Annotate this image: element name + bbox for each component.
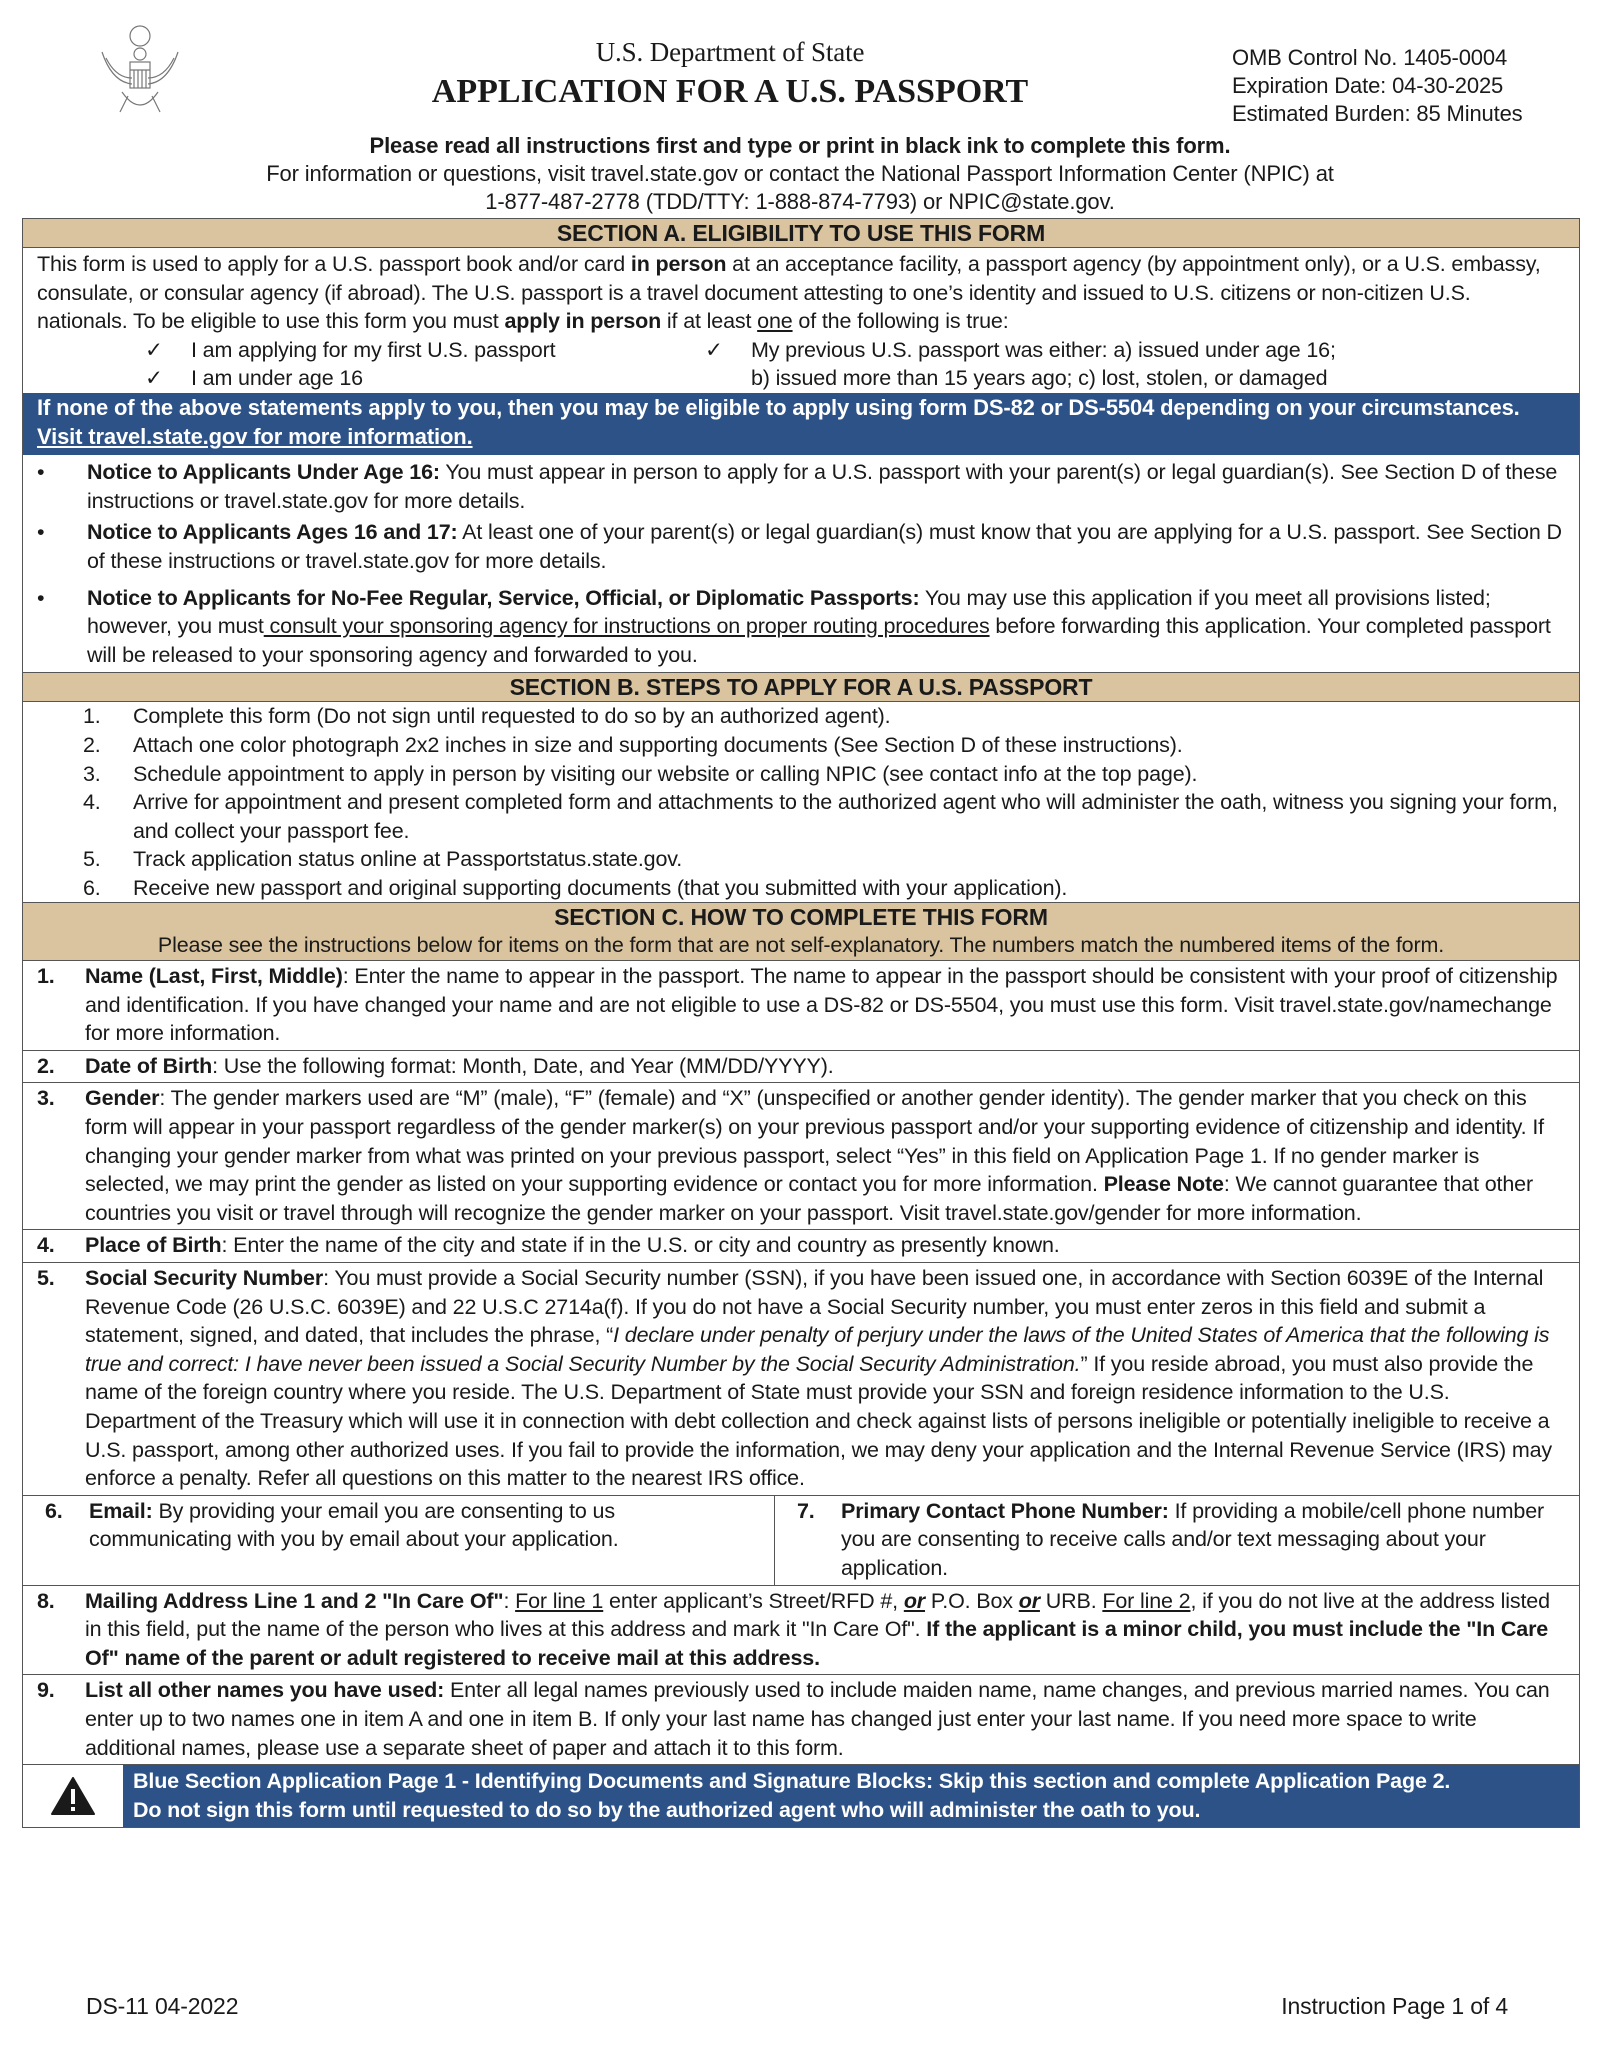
text-run: : (503, 1588, 516, 1613)
item-row (83, 760, 1565, 789)
text-run: Gender (85, 1086, 160, 1111)
text-run: , if you do not live at the address listed in this field, put the name of the person who lives at this address and mark it "In Care Of". (85, 1588, 1550, 1642)
text-run: Notice to Applicants Ages 16 and 17: (87, 520, 458, 545)
bullet: • (37, 520, 45, 545)
text-run: List all other names you have used: (85, 1678, 445, 1703)
text-run: : Enter the name to appear in the passport. The name to appear in the passport should be consistent with your proof of citizenship and identification. If you have changed your name and are not eligible to use a DS-82 or DS-5504, you must use this form. Visit travel.state.gov/namechange for more information. (85, 964, 1558, 1046)
item-row (83, 845, 1565, 874)
warning-line: Do not sign this form until requested to do so by the authorized agent who will administer the oath to you. (133, 1797, 1201, 1822)
instruction-form (22, 218, 1580, 1828)
item-number: 3. (83, 761, 101, 786)
notice-text (87, 584, 1565, 670)
text-run: You may use this application if you meet all provisions listed; however, you must (87, 585, 1491, 639)
item-6-email (23, 1496, 775, 1585)
item-7-phone (775, 1496, 1579, 1585)
text-run: of the following is true: (792, 309, 1009, 334)
text-run: If the applicant is a minor child, you must include the "In Care Of" name of the parent or adult registered to receive mail at this address. (85, 1617, 1549, 1670)
item-text (85, 962, 1565, 1048)
text-run: This form is used to apply for a U.S. passport book and/or card (37, 252, 631, 276)
steps-list (23, 702, 1579, 902)
text-run: If none of the above statements apply to you, then you may be eligible to apply using form DS-82 or DS-5504 depending on your circumstances. (37, 394, 1520, 420)
text-run: : We cannot guarantee that other countries you visit or travel through will recognize the gender marker on your passport. Visit travel.state.gov/gender for more information. (85, 1172, 1533, 1225)
text-run: enter applicant’s Street/RFD #, (603, 1588, 904, 1613)
item-number: 9. (37, 1678, 55, 1703)
text-run: Notice to Applicants Under Age 16: (87, 460, 440, 485)
text-run: consult your sponsoring agency for instructions on proper routing procedures (263, 614, 990, 639)
text-run: or (903, 1588, 926, 1613)
check-item (145, 364, 705, 393)
instruction-line: Please read all instructions first and type or print in black ink to complete this form. (369, 133, 1231, 158)
text-run: Mailing Address Line 1 and 2 "In Care Of" (85, 1588, 504, 1613)
alternative-forms-banner (23, 393, 1579, 455)
text-run: if at least (661, 309, 758, 334)
item-row (83, 874, 1565, 903)
item-row (83, 731, 1565, 760)
text-run: For line 2 (1102, 1588, 1191, 1613)
notice-ages-16-17 (23, 515, 1579, 575)
great-seal-icon (92, 22, 188, 122)
estimated-burden: Estimated Burden: 85 Minutes (1232, 101, 1523, 126)
item-row (23, 1585, 1579, 1675)
checklist-left (145, 336, 705, 393)
check-text: b) issued more than 15 years ago; c) lost, stolen, or damaged (751, 366, 1328, 391)
text-run: Name (Last, First, Middle) (85, 964, 343, 989)
item-row (83, 702, 1565, 731)
checkmark-icon: ✓ (705, 337, 723, 362)
omb-control: OMB Control No. 1405-0004 (1232, 45, 1508, 70)
department-name: U.S. Department of State (595, 37, 865, 67)
text-run: Email: (89, 1498, 153, 1523)
text-run: Place of Birth (85, 1233, 222, 1258)
text-run: P.O. Box (925, 1588, 1019, 1613)
item-number: 5. (37, 1266, 55, 1290)
item-number: 7. (797, 1498, 815, 1523)
section-b-header: SECTION B. STEPS TO APPLY FOR A U.S. PASSPORT (23, 672, 1579, 702)
text-run: : The gender markers used are “M” (male), “F” (female) and “X” (unspecified or another gender identity). The gender marker that you check on this form will appear in your passport regardless of the gender marker(s) on your previous passport and/or your supporting evidence of citizenship and identity. If changing your gender marker from what was printed on your previous passport, select “Yes” in this field on Application Page 1. If no gender marker is selected, we may print the gender as listed on your supporting evidence or contact you for more information. (85, 1086, 1544, 1197)
item-text (89, 1497, 760, 1583)
items-list (23, 960, 1579, 1495)
check-text: I am applying for my first U.S. passport (191, 337, 556, 362)
check-item (145, 336, 705, 365)
check-item-continued (705, 364, 1579, 393)
item-text: Complete this form (Do not sign until requested to do so by an authorized agent). (133, 704, 891, 729)
item-number: 5. (83, 847, 101, 872)
item-text (841, 1497, 1565, 1583)
item-text: Track application status online at Passportstatus.state.gov. (133, 847, 683, 872)
contact-line: 1-877-487-2778 (TDD/TTY: 1-888-874-7793) or NPIC@state.gov. (485, 189, 1115, 214)
text-run: Notice to Applicants for No-Fee Regular, Service, Official, or Diplomatic Passports: (87, 585, 920, 610)
check-text: I am under age 16 (191, 366, 363, 391)
item-row (23, 960, 1579, 1050)
text-run: If providing a mobile/cell phone number you are consenting to receive calls and/or text messaging about your application. (841, 1498, 1545, 1580)
text-run: Enter all legal names previously used to include maiden name, name changes, and previous married names. You can enter up to two names one in item A and one in item B. If only your last name has changed just enter your last name. If you need more space to write additional names, please use a separate sheet of paper and attach it to this form. (85, 1678, 1550, 1760)
text-run: apply in person (504, 309, 662, 334)
bullet: • (37, 585, 45, 610)
item-text: Schedule appointment to apply in person by visiting our website or calling NPIC (see contact info at the top page). (133, 761, 1198, 786)
text-run[interactable]: Visit travel.state.gov for more information. (37, 423, 473, 449)
text-run: one (757, 309, 793, 334)
item-row (23, 1674, 1579, 1764)
warning-banner (23, 1764, 1579, 1827)
item-row (83, 788, 1565, 845)
checkmark-icon: ✓ (145, 337, 163, 362)
check-text: My previous U.S. passport was either: a) issued under age 16; (751, 337, 1336, 362)
intro-block (0, 132, 1600, 216)
eligibility-checklist (23, 336, 1579, 393)
item-text (85, 1052, 834, 1081)
item-row (23, 1082, 1579, 1229)
page-number: Instruction Page 1 of 4 (1281, 1993, 1508, 2019)
item-number: 3. (37, 1086, 55, 1111)
text-run: : You must provide a Social Security number (SSN), if you have been issued one, in accordance with Section 6039E of the Internal Revenue Code (26 U.S.C. 6039E) and 22 U.S.C 2714a(f). If you do not have a Social Security number, you must enter zeros in this field and submit a statement, signed, and dated, that includes the phrase, “ (85, 1266, 1544, 1348)
page-header (0, 0, 1600, 215)
item-number: 4. (37, 1233, 55, 1258)
items-list-continued (23, 1585, 1579, 1765)
text-run: At least one of your parent(s) or legal guardian(s) must know that you are applying for a U.S. passport. See Section D of these instructions or travel.state.gov for more details. (87, 520, 1562, 573)
text-run: Please Note (1103, 1172, 1224, 1197)
section-a-header: SECTION A. ELIGIBILITY TO USE THIS FORM (23, 219, 1579, 248)
expiration-date: Expiration Date: 04-30-2025 (1232, 73, 1504, 98)
text-run: or (1018, 1588, 1040, 1613)
item-text (85, 1264, 1565, 1493)
bullet: • (37, 460, 45, 485)
warning-text (123, 1765, 1579, 1827)
check-item (705, 336, 1579, 365)
text-run: ” If you reside abroad, you must also provide the name of the foreign country where you reside. The U.S. Department of State must provide your SSN and foreign residence information to the U.S. Department of the Treasury which will use it in connection with debt collection and check against lists of persons ineligible or potentially ineligible to receive a U.S. passport, among other authorized uses. If you fail to provide the information, we may deny your application and the Internal Revenue Service (IRS) may enforce a penalty. Refer all questions on this matter to the nearest IRS office. (85, 1351, 1553, 1491)
item-text (85, 1084, 1565, 1227)
text-run: By providing your email you are consenting to us communicating with you by email about your application. (89, 1498, 619, 1552)
text-run: in person (630, 252, 727, 276)
item-text: Receive new passport and original supporting documents (that you submitted with your application). (133, 875, 1068, 900)
notices (23, 455, 1579, 672)
item-row (23, 1262, 1579, 1495)
omb-info (1232, 44, 1523, 128)
section-c-header: SECTION C. HOW TO COMPLETE THIS FORM (23, 902, 1579, 931)
item-number: 6. (45, 1498, 63, 1523)
contact-line: For information or questions, visit travel.state.gov or contact the National Passport Information Center (NPIC) at (266, 161, 1334, 186)
text-run: : Use the following format: Month, Date, and Year (MM/DD/YYYY). (212, 1053, 834, 1078)
section-c-intro: Please see the instructions below for items on the form that are not self-explanatory. The numbers match the numbered items of the form. (23, 931, 1579, 960)
item-number: 8. (37, 1588, 55, 1613)
item-text: Arrive for appointment and present completed form and attachments to the authorized agent who will administer the oath, witness you signing your form, and collect your passport fee. (133, 790, 1558, 843)
warning-line: Blue Section Application Page 1 - Identifying Documents and Signature Blocks: Skip this section and complete Application Page 2. (133, 1769, 1451, 1794)
page-title: APPLICATION FOR A U.S. PASSPORT (431, 73, 1029, 110)
item-row (23, 1229, 1579, 1262)
items-6-7 (23, 1495, 1579, 1585)
item-number: 4. (83, 790, 101, 815)
text-run: URB. (1039, 1588, 1103, 1613)
item-number: 1. (83, 704, 101, 729)
text-run: You must appear in person to apply for a U.S. passport with your parent(s) or legal guardian(s). See Section D of these instructions or travel.state.gov for more details. (87, 460, 1558, 513)
checklist-right (705, 336, 1579, 393)
text-run: : Enter the name of the city and state if in the U.S. or city and country as presently known. (221, 1233, 1060, 1258)
item-text (85, 1587, 1565, 1673)
section-a-intro (23, 248, 1579, 336)
item-number: 6. (83, 875, 101, 900)
notice-text (87, 518, 1565, 575)
item-number: 1. (37, 964, 55, 989)
item-number: 2. (37, 1053, 55, 1078)
notice-no-fee (23, 576, 1579, 670)
text-run: before forwarding this application. Your completed passport will be released to your sponsoring agency and forwarded to you. (87, 614, 1551, 667)
form-id: DS-11 04-2022 (86, 1993, 239, 2019)
notice-text (87, 458, 1565, 515)
text-run: Primary Contact Phone Number: (841, 1498, 1169, 1523)
text-run: For line 1 (515, 1588, 604, 1613)
text-run: Social Security Number (85, 1266, 324, 1290)
text-run: Date of Birth (85, 1053, 213, 1078)
item-text (85, 1231, 1060, 1260)
checkmark-icon: ✓ (145, 366, 163, 391)
item-row (23, 1050, 1579, 1083)
text-run: I declare under penalty of perjury under the laws of the United States of America that the following is true and correct: I have never been issued a Social Security Number by the Social Security Administration. (85, 1323, 1550, 1376)
item-text: Attach one color photograph 2x2 inches in size and supporting documents (See Section D of these instructions). (133, 732, 1183, 757)
notice-under-16 (23, 455, 1579, 515)
text-run: at an acceptance facility, a passport agency (by appointment only), or a U.S. embassy, consulate, or consular agency (if abroad). The U.S. passport is a travel document attesting to one’s identity and issued to U.S. citizens or non-citizen U.S. nationals. To be eligible to use this form you must (37, 252, 1541, 334)
item-number: 2. (83, 732, 101, 757)
warning-triangle-icon (23, 1765, 123, 1827)
item-text (85, 1676, 1565, 1762)
